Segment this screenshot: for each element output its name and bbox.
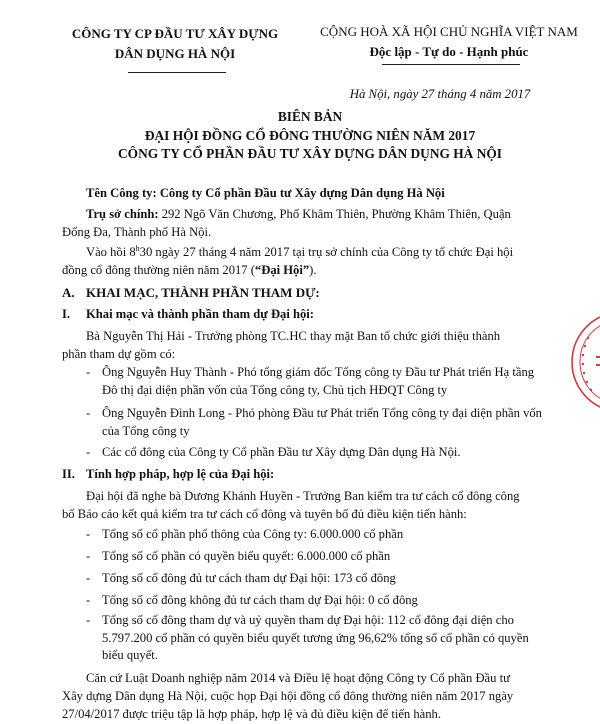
section-1-para-1: Bà Nguyễn Thị Hải - Trưởng phòng TC.HC thay mặt Ban tổ chức giới thiệu thành xyxy=(86,329,501,343)
bullet-dash: - xyxy=(86,527,91,541)
section-1-number: I. xyxy=(62,307,71,321)
issuer-org-line1: CÔNG TY CP ĐẦU TƯ XÂY DỰNG xyxy=(71,26,279,41)
quorum-line: Tổng số cổ đông đủ tư cách tham dự Đại hội: 173 cổ đông xyxy=(102,571,396,585)
issuer-org-block xyxy=(70,24,280,64)
quorum-bullet xyxy=(86,548,580,566)
national-motto-block xyxy=(318,22,580,62)
company-seal-fragment xyxy=(568,312,600,412)
intro-time-hour: Vào hồi 8 xyxy=(86,245,136,259)
quorum-bullet xyxy=(86,612,580,665)
place-date: Hà Nội, ngày 27 tháng 4 năm 2017 xyxy=(349,87,531,101)
bullet-dash: - xyxy=(86,365,91,379)
quorum-bullet xyxy=(86,526,580,544)
intro-line-2 xyxy=(62,262,582,280)
intro-line2-pre: đồng cổ đông thường niên năm 2017 ( xyxy=(62,263,255,277)
document-subtitle-1: ĐẠI HỘI ĐỒNG CỔ ĐÔNG THƯỜNG NIÊN NĂM 2017 xyxy=(144,127,476,143)
attendee-line-1: Ông Nguyễn Đình Long - Phó phòng Đầu tư Phát triển Tổng công ty đại diện phần vốn xyxy=(102,406,542,420)
section-2-para-2: bố Báo cáo kết quả kiểm tra tư cách cổ đông và tuyên bố đủ điều kiện tiến hành: xyxy=(62,507,467,521)
quorum-line: 5.797.200 cổ phần có quyền biểu quyết tương ứng 96,62% tổng số cổ phần có quyền xyxy=(102,630,529,645)
headquarters-label: Trụ sở chính: xyxy=(86,207,159,221)
quorum-line: Tổng số cổ phần phổ thông của Công ty: 6.000.000 cổ phần xyxy=(102,527,404,541)
section-1-para-2: phần tham dự gồm có: xyxy=(62,347,176,361)
attendee-line-1: Ông Nguyễn Huy Thành - Phó tổng giám đốc Tổng công ty Đầu tư Phát triển Hạ tầng xyxy=(102,365,535,379)
national-motto: Độc lập - Tự do - Hạnh phúc xyxy=(369,44,529,59)
company-name-line xyxy=(86,185,580,203)
headquarters-value-1: 292 Ngõ Văn Chương, Phố Khâm Thiên, Phường Khâm Thiên, Quận xyxy=(161,207,511,221)
section-1-heading xyxy=(62,306,582,324)
bullet-dash: - xyxy=(86,571,91,585)
attendee-bullet xyxy=(86,364,580,399)
headquarters-value-2: Đống Đa, Thành phố Hà Nội. xyxy=(62,225,212,239)
document-subtitle-2: CÔNG TY CỔ PHẦN ĐẦU TƯ XÂY DỰNG DÂN DỤNG HÀ NỘI xyxy=(118,146,502,161)
bullet-dash: - xyxy=(86,593,91,607)
quorum-line: Tổng số cổ đông tham dự và uỷ quyền tham dự Đại hội: 112 cổ đông đại diện cho xyxy=(102,613,514,627)
section-2-heading xyxy=(62,466,582,484)
quorum-bullet xyxy=(86,570,580,588)
document-title-block xyxy=(60,108,560,164)
attendee-line-2: của Tổng công ty xyxy=(102,423,190,438)
bullet-dash: - xyxy=(86,406,91,420)
closing-line-3: 27/04/2017 được triệu tập là hợp pháp, hợp lệ và đủ điều kiện để tiến hành. xyxy=(62,707,441,721)
bullet-dash: - xyxy=(86,613,91,627)
motto-underline xyxy=(382,64,520,65)
quorum-bullet xyxy=(86,592,580,610)
headquarters-line xyxy=(86,206,580,224)
section-a-title: KHAI MẠC, THÀNH PHẦN THAM DỰ: xyxy=(86,285,320,300)
section-a-number: A. xyxy=(62,285,75,300)
issuer-underline xyxy=(128,72,226,73)
section-1-title: Khai mạc và thành phần tham dự Đại hội: xyxy=(86,307,314,321)
attendee-line-2: Đô thị đại diện phần vốn của Tổng công ty, Chủ tịch HĐQT Công ty xyxy=(102,382,448,397)
section-2-para-1: Đại hội đã nghe bà Dương Khánh Huyền - Trưởng Ban kiểm tra tư cách cổ đông công xyxy=(86,489,520,503)
quorum-line: biểu quyết. xyxy=(102,648,158,662)
bullet-dash: - xyxy=(86,549,91,563)
quorum-line: Tổng số cổ đông không đủ tư cách tham dự Đại hội: 0 cổ đông xyxy=(102,593,418,607)
intro-time-sup: h xyxy=(135,243,140,253)
intro-line2-post: ). xyxy=(309,263,317,277)
intro-text: 30 ngày 27 tháng 4 năm 2017 tại trụ sở chính của Công ty tổ chức Đại hội xyxy=(139,245,514,259)
closing-line-1: Căn cứ Luật Doanh nghiệp năm 2014 và Điều lệ hoạt động Công ty Cổ phần Đầu tư xyxy=(86,671,510,685)
closing-line-2: Xây dựng Dân dụng Hà Nội, cuộc họp Đại hội đồng cổ đông thường niên năm 2017 ngày xyxy=(62,689,514,703)
document-title: BIÊN BẢN xyxy=(277,109,343,124)
section-2-number: II. xyxy=(62,467,75,481)
attendee-bullet xyxy=(86,444,580,462)
bullet-dash: - xyxy=(86,445,91,459)
company-name-value: Công ty Cổ phần Đầu tư Xây dựng Dân dụng Hà Nội xyxy=(159,186,445,200)
national-name: CỘNG HOÀ XÃ HỘI CHỦ NGHĨA VIỆT NAM xyxy=(320,24,578,39)
company-name-label: Tên Công ty: xyxy=(86,186,157,200)
section-a-heading xyxy=(62,284,582,302)
quorum-line: Tổng số cổ phần có quyền biểu quyết: 6.000.000 cổ phần xyxy=(102,549,391,563)
attendee-line-1: Các cổ đông của Công ty Cổ phần Đầu tư Xây dựng Dân dụng Hà Nội. xyxy=(102,445,461,459)
attendee-bullet xyxy=(86,405,580,440)
issuer-org-line2: DÂN DỤNG HÀ NỘI xyxy=(114,46,236,61)
intro-line-1 xyxy=(86,244,580,262)
section-2-title: Tính hợp pháp, hợp lệ của Đại hội: xyxy=(86,467,275,481)
intro-line2-bold: “Đại Hội” xyxy=(254,263,310,277)
